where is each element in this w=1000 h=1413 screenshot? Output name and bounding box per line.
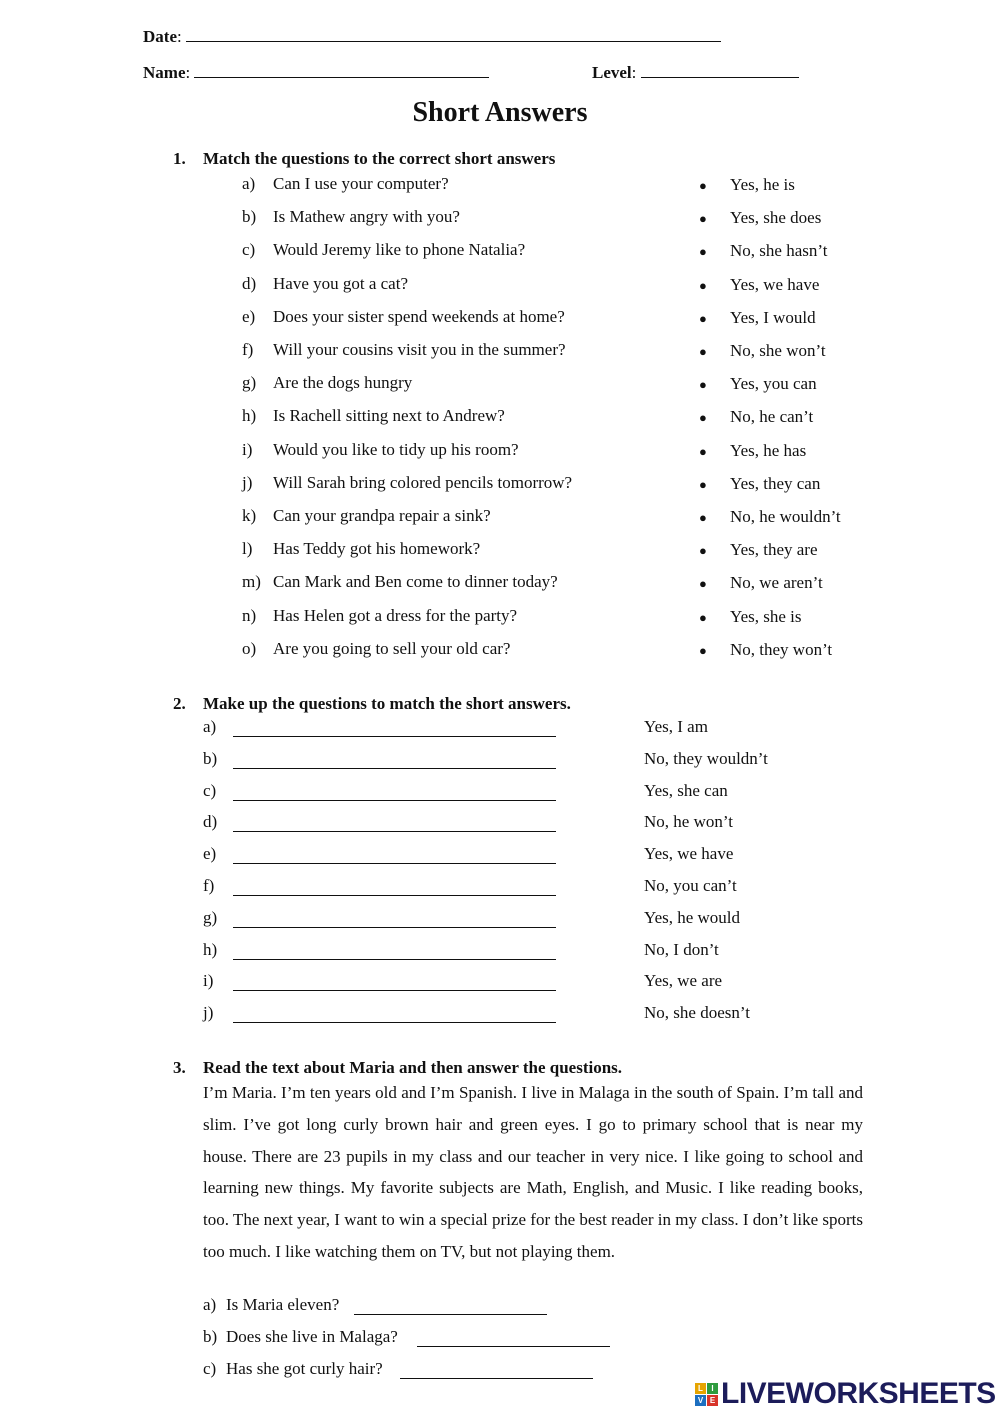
item-letter: i) [203,971,214,991]
answer-option[interactable]: No, we aren’t [730,573,823,593]
answer-option[interactable]: Yes, I would [730,307,816,327]
item-letter: g) [203,907,218,927]
question-letter: l) [242,539,253,559]
answer-option[interactable]: Yes, we have [730,274,820,294]
question-letter: i) [242,439,253,459]
reading-answer-line[interactable] [417,1346,610,1347]
bullet-icon: ● [699,310,707,326]
answer-option[interactable]: No, she won’t [730,341,826,360]
logo-mark-letter: E [707,1395,718,1406]
question-letter: o) [242,638,257,658]
level-label: Level [592,63,632,82]
question-text: Will your cousins visit you in the summer? [273,340,566,359]
item-letter: j) [203,1003,214,1023]
question-text: Have you got a cat? [273,273,408,293]
bullet-icon: ● [699,244,707,260]
bullet-icon: ● [699,211,707,227]
bullet-icon: ● [699,609,707,625]
bullet-icon: ● [699,576,707,592]
date-label: Date [143,27,177,46]
name-label: Name [143,63,186,82]
bullet-icon: ● [699,642,707,658]
question-text: Does your sister spend weekends at home? [273,306,565,326]
liveworksheets-mark-icon [695,1383,718,1406]
liveworksheets-wordmark: LIVEWORKSHEETS [721,1377,996,1410]
question-letter: k) [242,506,257,525]
page-title: Short Answers [412,97,588,128]
section1-number: 1. [173,149,186,168]
item-letter: e) [203,844,217,864]
date-field[interactable] [186,26,721,42]
level-row: Level: [592,62,799,83]
item-letter: a) [203,717,217,736]
bullet-icon: ● [699,178,707,193]
question-text: Has Teddy got his homework? [273,539,481,559]
question-letter: n) [242,605,257,625]
question-text: Will Sarah bring colored pencils tomorrow? [273,472,573,492]
question-letter: f) [242,340,254,359]
given-short-answer: Yes, we have [644,844,734,864]
section2-number: 2. [173,694,186,713]
bullet-icon: ● [699,344,707,359]
given-short-answer: No, she doesn’t [644,1003,750,1023]
bullet-icon: ● [699,476,707,492]
question-text: Can your grandpa repair a sink? [273,506,491,525]
question-letter: b) [242,207,257,227]
section2-heading: Make up the questions to match the short answers. [203,694,571,713]
answer-option[interactable]: Yes, they are [730,540,818,560]
question-text: Has Helen got a dress for the party? [273,605,518,625]
item-letter: d) [203,812,218,832]
bullet-icon: ● [699,510,707,525]
item-letter: c) [203,780,217,800]
reading-question-text: Is Maria eleven? [226,1295,340,1314]
question-letter: e) [242,306,256,326]
answer-option[interactable]: No, they won’t [730,639,833,659]
question-text: Can I use your computer? [273,174,449,193]
liveworksheets-logo [695,1376,996,1412]
bullet-icon: ● [699,443,707,459]
name-row: Name: [143,62,489,83]
answer-option[interactable]: Yes, he has [730,440,807,460]
given-short-answer: No, they wouldn’t [644,748,768,768]
question-answer-line[interactable] [233,768,556,769]
question-letter: g) [242,373,257,393]
question-text: Is Rachell sitting next to Andrew? [273,406,505,426]
question-text: Would you like to tidy up his room? [273,439,519,459]
level-field[interactable] [641,62,799,78]
name-field[interactable] [194,62,489,78]
question-text: Are you going to sell your old car? [273,638,511,658]
question-text: Would Jeremy like to phone Natalia? [273,240,526,260]
question-answer-line[interactable] [233,990,556,991]
question-answer-line[interactable] [233,959,556,960]
question-letter: j) [242,472,253,492]
question-letter: c) [242,240,256,260]
item-letter: h) [203,939,218,959]
item-letter: f) [203,876,215,895]
question-answer-line[interactable] [233,927,556,928]
question-text: Is Mathew angry with you? [273,207,460,227]
question-answer-line[interactable] [233,831,556,832]
question-answer-line[interactable] [233,1022,556,1023]
given-short-answer: Yes, we are [644,971,723,991]
answer-option[interactable]: No, he wouldn’t [730,507,841,526]
reading-question-text: Does she live in Malaga? [226,1327,398,1346]
maria-paragraph: I’m Maria. I’m ten years old and I’m Spanish. I live in Malaga in the south of Spain. I’m tall and slim. I’ve got long curly brown hair and green eyes. I go to primary school that is near my house. There are 23 pupils in my class and our teacher in very nice. I like going to school and learning new things. My favorite subjects are Math, English, and Music. I like reading books, too. The next year, I want to win a special prize for the best reader in my class. I don’t like sports too much. I like watching them on TV, but not playing them. [203,1083,863,1261]
bullet-icon: ● [699,277,707,293]
given-short-answer: No, I don’t [644,939,719,959]
given-short-answer: Yes, she can [644,780,728,800]
given-short-answer: No, you can’t [644,876,737,895]
date-row: Date: [143,26,721,47]
given-short-answer: Yes, I am [644,717,708,736]
question-answer-line[interactable] [233,800,556,801]
logo-mark-letter: L [695,1383,706,1394]
answer-option[interactable]: Yes, they can [730,473,821,493]
question-letter: d) [242,273,257,293]
bullet-icon: ● [699,377,707,393]
question-letter: h) [242,406,257,426]
given-short-answer: No, he won’t [644,812,733,832]
question-letter: m) [242,572,261,592]
reading-question-text: Has she got curly hair? [226,1359,383,1378]
answer-option[interactable]: Yes, he is [730,175,795,194]
reading-question-letter: c) [203,1359,217,1378]
question-answer-line[interactable] [233,863,556,864]
item-letter: b) [203,748,218,768]
bullet-icon: ● [699,410,707,426]
logo-mark-letter: V [695,1395,706,1406]
question-text: Are the dogs hungry [273,373,413,393]
answer-option[interactable]: Yes, she does [730,208,822,228]
given-short-answer: Yes, he would [644,907,741,927]
reading-answer-line[interactable] [354,1314,547,1315]
reading-answer-line[interactable] [400,1378,593,1379]
answer-option[interactable]: Yes, you can [730,374,817,394]
reading-question-letter: a) [203,1295,217,1314]
question-letter: a) [242,174,256,193]
question-text: Can Mark and Ben come to dinner today? [273,572,558,592]
question-answer-line[interactable] [233,895,556,896]
answer-option[interactable]: No, he can’t [730,407,814,427]
answer-option[interactable]: Yes, she is [730,606,802,626]
section3-number: 3. [173,1058,186,1077]
question-answer-line[interactable] [233,736,556,737]
bullet-icon: ● [699,543,707,559]
answer-option[interactable]: No, she hasn’t [730,241,828,261]
reading-question-letter: b) [203,1327,218,1346]
logo-mark-letter: I [707,1383,718,1394]
section3-heading: Read the text about Maria and then answer the questions. [203,1058,623,1077]
section1-heading: Match the questions to the correct short answers [203,149,556,168]
